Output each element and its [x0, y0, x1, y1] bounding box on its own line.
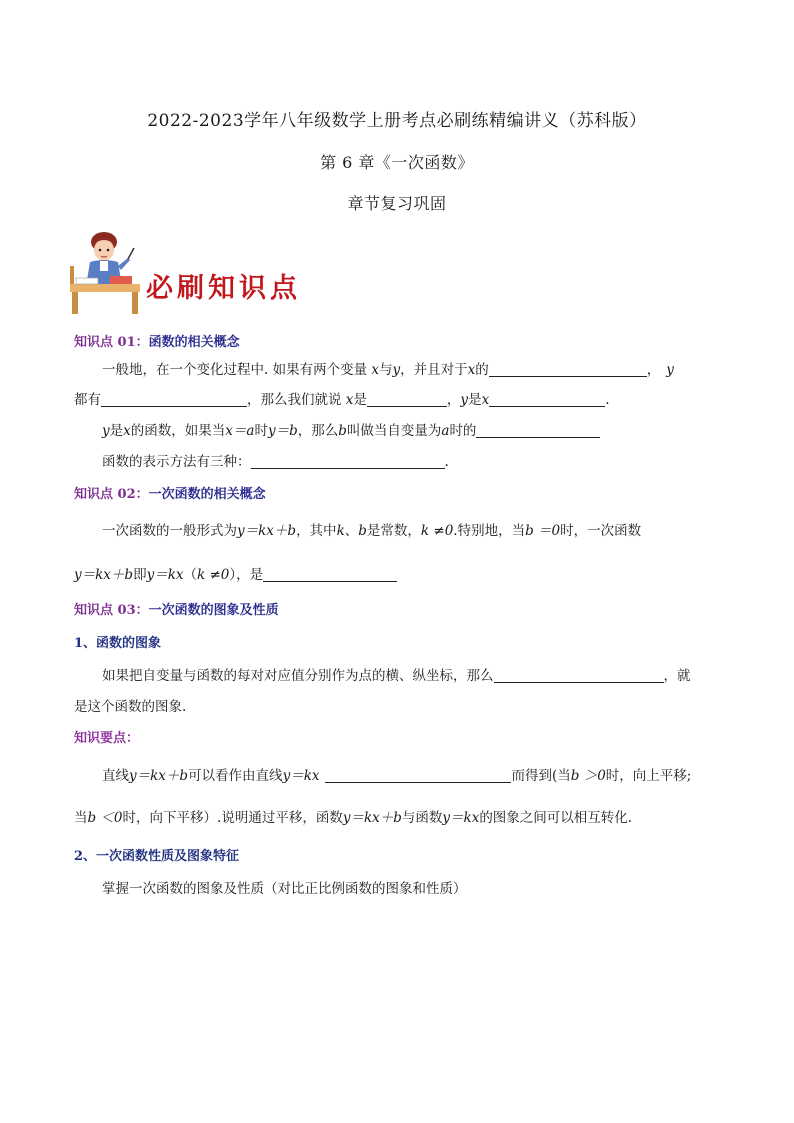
- text: 是: [353, 392, 367, 408]
- math-x-eq-a: x＝a: [225, 423, 255, 439]
- math-linear-function: y＝kx＋b: [74, 567, 134, 583]
- text: 是: [468, 392, 482, 408]
- text: 时: [254, 423, 268, 439]
- answer-blank-6[interactable]: [251, 454, 445, 469]
- kp02-heading: [74, 485, 266, 505]
- answer-blank-8[interactable]: [494, 668, 664, 683]
- text: 的函数，如果当: [130, 423, 226, 439]
- math-y-eq-b: y＝b: [267, 423, 298, 439]
- math-k-not-zero: k ≠0: [420, 523, 454, 539]
- kp01-line-1: [102, 360, 674, 380]
- answer-blank-5[interactable]: [476, 423, 600, 438]
- kp03-subheading-1: 1、函数的图象: [74, 636, 162, 651]
- kp02-line-1: [102, 521, 641, 541]
- text: 与: [379, 362, 393, 378]
- kp03-title: 一次函数的图象及性质: [148, 603, 279, 618]
- math-k-not-zero: k ≠0: [196, 567, 230, 583]
- text: 而得到(当: [511, 768, 571, 784]
- kp01-tag: 知识点 01：: [74, 335, 149, 350]
- kp03-subheading-2: 2、一次函数性质及图象特征: [74, 849, 240, 864]
- text: 的: [475, 362, 489, 378]
- var-y: y: [102, 423, 110, 439]
- var-y: y: [666, 362, 674, 378]
- kp01-line-4: [102, 452, 449, 472]
- answer-blank-7[interactable]: [263, 567, 397, 582]
- text: ，其中: [296, 523, 337, 539]
- text: 即: [133, 567, 147, 583]
- text: 时，向上平移;: [605, 768, 692, 784]
- text: ，那么: [297, 423, 339, 439]
- text: 时，向下平移）.说明通过平移，函数: [122, 810, 343, 826]
- kp02-title: 一次函数的相关概念: [148, 487, 266, 502]
- math-b-greater-zero: b ＞0: [570, 768, 606, 784]
- math-proportional-function: y＝kx: [146, 567, 184, 583]
- text: （: [183, 567, 197, 583]
- text: 、: [344, 523, 359, 539]
- text: 是: [109, 423, 124, 439]
- text: 可以看作由直线: [188, 768, 283, 784]
- var-a: a: [441, 423, 450, 439]
- answer-blank-3[interactable]: [367, 392, 447, 407]
- kp03-heading: [74, 601, 279, 621]
- math-linear-function: y＝kx＋b: [342, 810, 402, 826]
- text: 都有: [74, 392, 101, 408]
- math-b-eq-zero: b ＝0: [525, 523, 561, 539]
- text: 的图象之间可以相互转化.: [479, 810, 633, 826]
- var-k: k: [336, 523, 345, 539]
- banner-label: 必刷知识点: [146, 273, 301, 304]
- math-proportional-function: y＝kx: [282, 768, 320, 784]
- math-b-less-zero: b ＜0: [87, 810, 123, 826]
- text: 叫做当自变量为: [346, 423, 442, 439]
- chapter-title: 第 6 章《一次函数》: [320, 153, 474, 172]
- text: 一般地，在一个变化过程中. 如果有两个变量: [102, 362, 368, 378]
- text: 如果把自变量与函数的每对对应值分别作为点的横、纵坐标，那么: [102, 668, 494, 684]
- text: 时的: [449, 423, 477, 439]
- var-y: y: [392, 362, 401, 378]
- text: ，那么我们就说: [247, 392, 342, 408]
- kp03-tag: 知识点 03：: [74, 603, 149, 618]
- answer-blank-1[interactable]: [489, 362, 647, 377]
- text: .特别地，当: [453, 523, 526, 539]
- text: 函数的表示方法有三种：: [102, 454, 251, 470]
- text: 直线: [102, 768, 129, 784]
- text: ，: [446, 392, 461, 408]
- text: 时，一次函数: [560, 523, 642, 539]
- text: ，: [646, 362, 661, 378]
- kp03-line-2: 是这个函数的图象.: [74, 699, 187, 715]
- var-x: x: [123, 423, 131, 439]
- var-x: x: [371, 362, 380, 378]
- var-y: y: [460, 392, 469, 408]
- var-b: b: [358, 523, 367, 539]
- answer-blank-9[interactable]: [325, 768, 511, 783]
- text: ，并且对于: [400, 362, 468, 378]
- text: .: [605, 392, 610, 408]
- kp03-line-5: 掌握一次函数的图象及性质（对比正比例函数的图象和性质）: [102, 881, 467, 897]
- text: 一次函数的一般形式为: [102, 523, 237, 539]
- answer-blank-4[interactable]: [489, 392, 605, 407]
- text: ，就: [663, 668, 691, 684]
- kp01-line-3: [102, 421, 600, 441]
- text: 与函数: [401, 810, 443, 826]
- math-linear-function: y＝kx＋b: [237, 523, 297, 539]
- section-title: 章节复习巩固: [347, 194, 447, 213]
- kp02-tag: 知识点 02：: [74, 487, 149, 502]
- kp03-line-4: [74, 808, 632, 828]
- kp03-line-3: [102, 766, 691, 786]
- kp01-title: 函数的相关概念: [148, 335, 240, 350]
- text: 是常数，: [366, 523, 421, 539]
- text: 当: [74, 810, 88, 826]
- answer-blank-2[interactable]: [101, 392, 247, 407]
- var-x: x: [467, 362, 476, 378]
- kp01-heading: [74, 333, 240, 353]
- var-b: b: [338, 423, 347, 439]
- kp02-line-2: [74, 565, 397, 585]
- var-x: x: [345, 392, 354, 408]
- document-title: 2022-2023学年八年级数学上册考点必刷练精编讲义（苏科版）: [147, 111, 647, 131]
- student-studying-illustration: [66, 228, 144, 316]
- text: .: [444, 454, 449, 470]
- text: ），是: [229, 567, 264, 583]
- math-linear-function: y＝kx＋b: [129, 768, 189, 784]
- var-x: x: [481, 392, 490, 408]
- kp03-line-1: [102, 666, 691, 686]
- key-points-label: 知识要点：: [74, 731, 140, 746]
- math-proportional-function: y＝kx: [442, 810, 480, 826]
- kp01-line-2: [74, 390, 609, 410]
